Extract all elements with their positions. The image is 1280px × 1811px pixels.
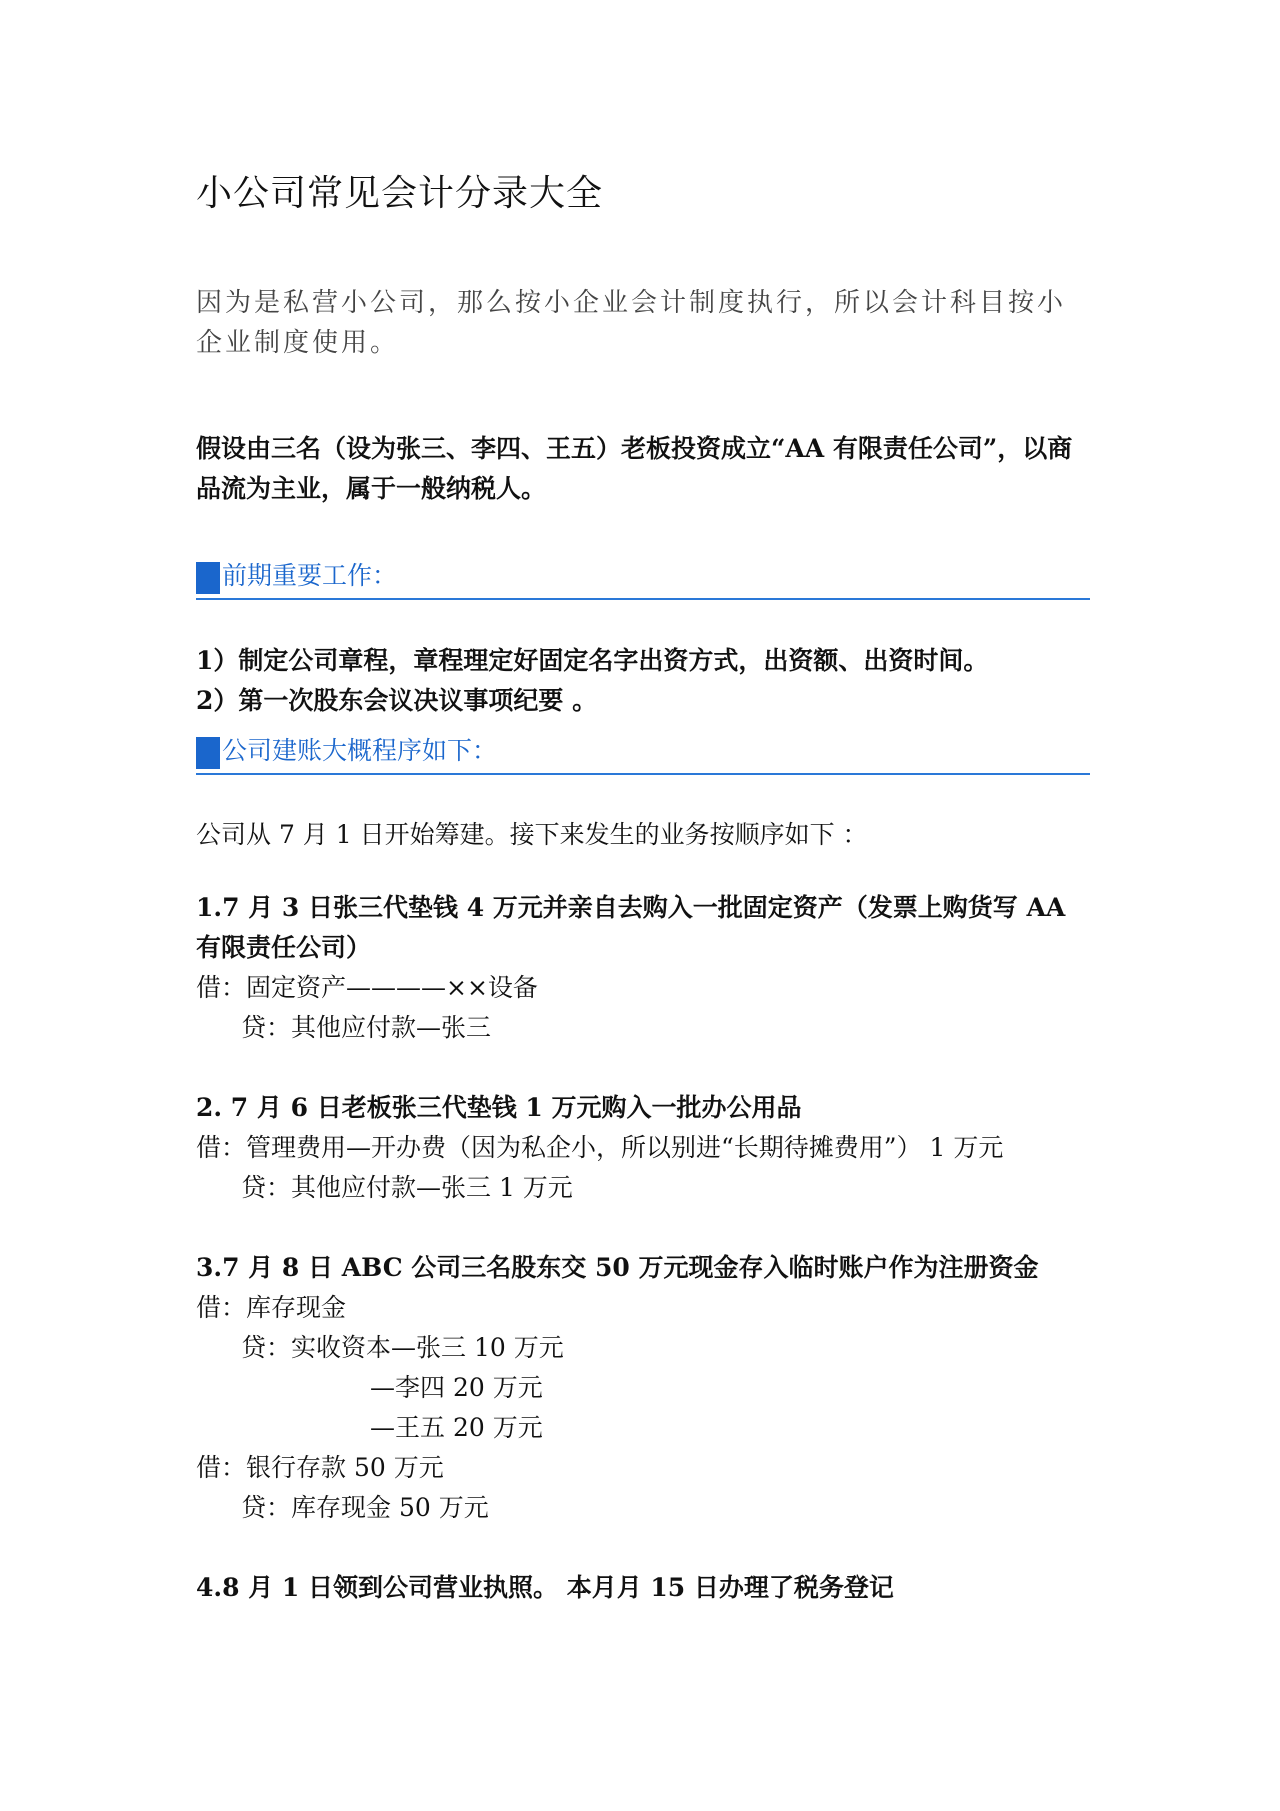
section-heading-1-text: 前期重要工作： xyxy=(222,561,398,590)
entry-1-debit: 借：固定资产————××设备 xyxy=(196,973,538,1002)
entry-3-credit-wangwu: —王五 20 万元 xyxy=(370,1413,543,1442)
entry-2-debit: 借：管理费用—开办费（因为私企小，所以别进“长期待摊费用”） 1 万元 xyxy=(196,1133,1004,1162)
section-lead: 公司从 7 月 1 日开始筹建。接下来发生的业务按顺序如下 ： xyxy=(196,820,868,849)
entry-3-credit-cash: 贷：库存现金 50 万元 xyxy=(241,1493,489,1522)
page-title: 小公司常见会计分录大全 xyxy=(196,173,604,214)
entry-2-description: 2. 7 月 6 日老板张三代垫钱 1 万元购入一批办公用品 xyxy=(196,1093,802,1122)
entry-3-debit-cash: 借：库存现金 xyxy=(196,1293,347,1322)
intro-paragraph: 因为是私营小公司，那么按小企业会计制度执行，所以会计科目按小企业制度使用。 xyxy=(196,288,1067,358)
list-item: 2）第一次股东会议决议事项纪要 。 xyxy=(196,686,598,715)
heading-marker xyxy=(196,562,220,594)
heading-marker xyxy=(196,737,220,769)
section-heading-2 xyxy=(196,733,1090,775)
entry-3-description: 3.7 月 8 日 ABC 公司三名股东交 50 万元现金存入临时账户作为注册资金 xyxy=(196,1253,1039,1282)
entry-1-credit: 贷：其他应付款—张三 xyxy=(241,1013,492,1042)
entry-3-credit-lisi: —李四 20 万元 xyxy=(370,1373,543,1402)
list-item: 1）制定公司章程，章程理定好固定名字出资方式，出资额、出资时间。 xyxy=(196,646,989,675)
entry-3-credit-zhangsan: 贷：实收资本—张三 10 万元 xyxy=(241,1333,564,1362)
section-heading-2-text: 公司建账大概程序如下： xyxy=(222,736,498,765)
entry-1-description: 1.7 月 3 日张三代垫钱 4 万元并亲自去购入一批固定资产（发票上购货写 AA 有限责任公司） xyxy=(196,893,1066,962)
section-heading-1 xyxy=(196,558,1090,600)
entry-3-debit-bank: 借：银行存款 50 万元 xyxy=(196,1453,444,1482)
entry-4-description: 4.8 月 1 日领到公司营业执照。 本月月 15 日办理了税务登记 xyxy=(196,1573,894,1602)
premise-paragraph: 假设由三名（设为张三、李四、王五）老板投资成立“AA 有限责任公司”，以商品流为主业，属于一般纳税人。 xyxy=(196,434,1073,503)
entry-2-credit: 贷：其他应付款—张三 1 万元 xyxy=(241,1173,573,1202)
